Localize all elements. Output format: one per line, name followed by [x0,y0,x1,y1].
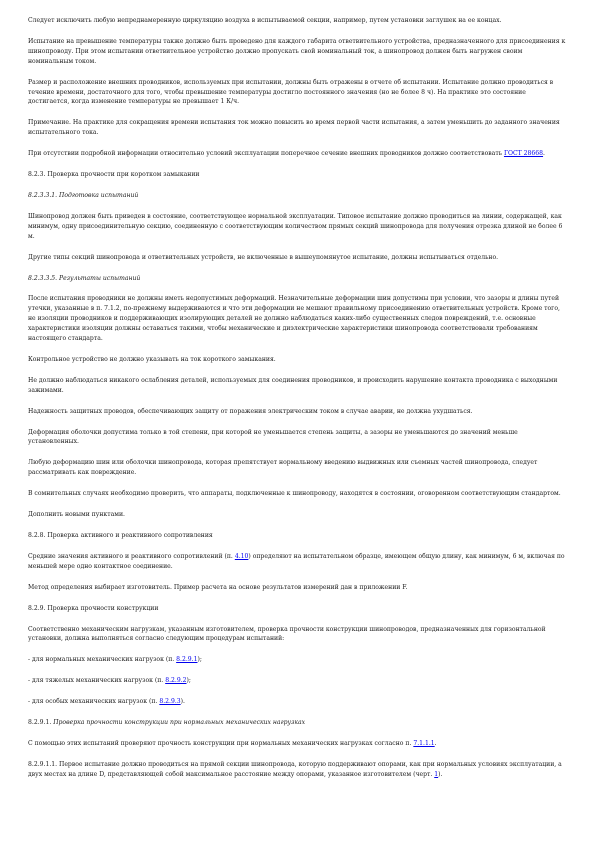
paragraph [28,583,567,593]
paragraph [28,458,567,478]
paragraph [28,170,567,180]
paragraph [28,37,567,67]
paragraph-text: - для особых механических нагрузок (п. [28,698,160,706]
paragraph-text: ); [197,656,202,664]
paragraph [28,604,567,614]
paragraph-text: При отсутствии подробной информации относительно условий эксплуатации поперечное сечение внешних проводников должно соответствовать [28,150,504,158]
paragraph-text: 8.2.8. Проверка активного и реактивного сопротивления [28,532,213,539]
paragraph-text: - для нормальных механических нагрузок (п. [28,656,177,664]
paragraph-text: После испытания проводники не должны иметь недопустимых деформаций. Незначительные деформации шин допустимы при условии, что зазоры и длины путей утечки, указанные в п. 7.1.2, по-прежнему выдерживаются и что эти деформации не мешают правильному присоединению ответвительных устройств. Кроме того, не изоляции проводников и поддерживающих изолирующих деталей не должно наблюдаться каких-либо существенных следов повреждений, т.е. основные характеристики изоляции должны оставаться такими, чтобы механические и диэлектрические характеристики шинопровода соответствовали требованиям настоящего стандарта. [28,295,560,343]
paragraph [28,531,567,541]
paragraph [28,739,567,749]
paragraph [28,149,567,159]
reference-link[interactable]: 7.1.1.1 [413,739,435,747]
reference-link[interactable]: 8.2.9.3 [159,698,181,706]
paragraph [28,355,567,365]
paragraph-text: Деформация оболочки допустима только в той степени, при которой не уменьшается степень защиты, а зазоры не уменьшаются до значений меньше установленных. [28,428,518,446]
paragraph-text: 8.2.3. Проверка прочности при коротком замыкании [28,171,200,179]
paragraph-text: Не должно наблюдаться никакого ослабления деталей, используемых для соединения проводников, и происходить нарушение контакта проводника с выходными зажимами. [28,376,558,394]
paragraph-text: Следует исключить любую непреднамеренную циркуляцию воздуха в испытываемой секции, например, путем установки заглушек на ее концах. [28,17,502,24]
paragraph-text: Шинопровод должен быть приведен в состояние, соответствующее нормальной эксплуатации. Типовое испытание должно проводиться на линии, содержащей, как минимум, одну присоединительную секцию, соединенную с соответствующим количеством прямых секций шинопровода для получения отрезка длиной не более 6 м. [28,212,563,240]
paragraph [28,510,567,520]
paragraph [28,253,567,263]
reference-link[interactable]: 8.2.9.2 [165,677,187,685]
paragraph-text: В сомнительных случаях необходимо проверить, что аппараты, подключенные к шинопроводу, находятся в состоянии, оговоренном соответствующим стандартом. [28,490,561,498]
paragraph [28,407,567,417]
reference-link[interactable]: 8.2.9.1 [176,656,198,664]
paragraph-text: - для тяжелых механических нагрузок (п. [28,677,166,685]
paragraph [28,697,567,707]
paragraph-text: Другие типы секций шинопровода и ответвительных устройств, не включенные в вышеупомянутое испытание, должны испытываться отдельно. [28,253,499,261]
paragraph-text: Надежность защитных проводов, обеспечивающих защиту от поражения электрическим током в случае аварии, не должна ухудшаться. [28,407,473,415]
paragraph [28,212,567,242]
paragraph-text: Примечание. На практике для сокращения времени испытания ток можно повысить во время первой части испытания, а затем уменьшить до заданного значения испытательного тока. [28,119,560,137]
paragraph-text: 8.2.9. Проверка прочности конструкции [28,604,159,612]
paragraph [28,625,567,645]
paragraph-text: ). [180,698,185,706]
paragraph [28,118,567,138]
paragraph [28,676,567,686]
paragraph [28,16,567,26]
paragraph-text: Контрольное устройство не должно указывать на ток короткого замыкания. [28,355,276,363]
paragraph [28,294,567,344]
reference-link[interactable]: 1 [434,770,439,778]
paragraph-text: . [434,739,437,747]
paragraph-text: Любую деформацию шин или оболочки шинопровода, которая препятствует нормальному введению выдвижных или съемных частей шинопровода, следует рассматривать как повреждение. [28,459,538,477]
paragraph-text: Средние значения активного и реактивного сопротивлений (п. [28,552,235,560]
paragraph-text: 8.2.9.1. [28,719,54,727]
italic-text: 8.2.3.3.5. Результаты испытаний [28,274,141,282]
italic-text: Проверка прочности конструкции при нормальных механических нагрузках [53,719,306,727]
paragraph [28,760,567,780]
paragraph-text: 8.2.9.1.1. Первое испытание должно проводиться на прямой секции шинопровода, которую поддерживают опорами, как при нормальных условиях эксплуатации, а двух местах на длине D, представляющей собой максимальное расстояние между опорами, указанное изготовителем (черт. [28,760,562,778]
paragraph [28,376,567,396]
paragraph [28,274,567,284]
paragraph-text: Испытание на превышение температуры также должно быть проведено для каждого габарита ответвительного устройства, предназначенного для присоединения к шинопроводу. При этом испытании ответвительное устройство должно пропускать свой номинальный ток, а шинопровод должен быть нагружен своим номинальным током. [28,37,566,65]
italic-text: 8.2.3.3.1. [28,191,60,199]
paragraph [28,191,567,201]
paragraph-text: Метод определения выбирает изготовитель. Пример расчета на основе результатов измерений дан в приложении F. [28,583,408,591]
paragraph-text: ) определяют на испытательном образце, имеющем общую длину, как минимум, 6 м, включая по меньшей мере одно контактное соединение. [28,552,565,570]
paragraph [28,718,567,728]
reference-link[interactable]: ГОСТ 28668 [503,150,544,158]
paragraph-text: ). [438,770,443,778]
paragraph [28,552,567,572]
paragraph [28,489,567,499]
italic-text: Подготовка испытаний [59,191,139,199]
paragraph-text: Размер и расположение внешних проводников, используемых при испытании, должны быть отражены в отчете об испытании. Испытание должно проводиться в течение времени, достаточного для того, чтобы превышение температуры достигло постоянного значения (но не более 8 ч). На практике это состояние достигается, когда изменение температуры не превышает 1 К/ч. [28,78,554,106]
paragraph [28,428,567,448]
paragraph-text: . [543,150,545,158]
paragraph-text: Дополнить новыми пунктами. [28,511,125,519]
reference-link[interactable]: 4.10 [234,552,249,560]
paragraph [28,655,567,665]
paragraph-text: Соответственно механическим нагрузкам, указанным изготовителем, проверка прочности конструкции шинопроводов, предназначенных для горизонтальной установки, должна выполняться согласно следующим процедурам испытаний: [28,625,546,643]
paragraph [28,78,567,108]
paragraph-text: С помощью этих испытаний проверяют прочность конструкции при нормальных механических нагрузках согласно п. [28,739,414,747]
paragraph-text: ); [186,677,191,685]
